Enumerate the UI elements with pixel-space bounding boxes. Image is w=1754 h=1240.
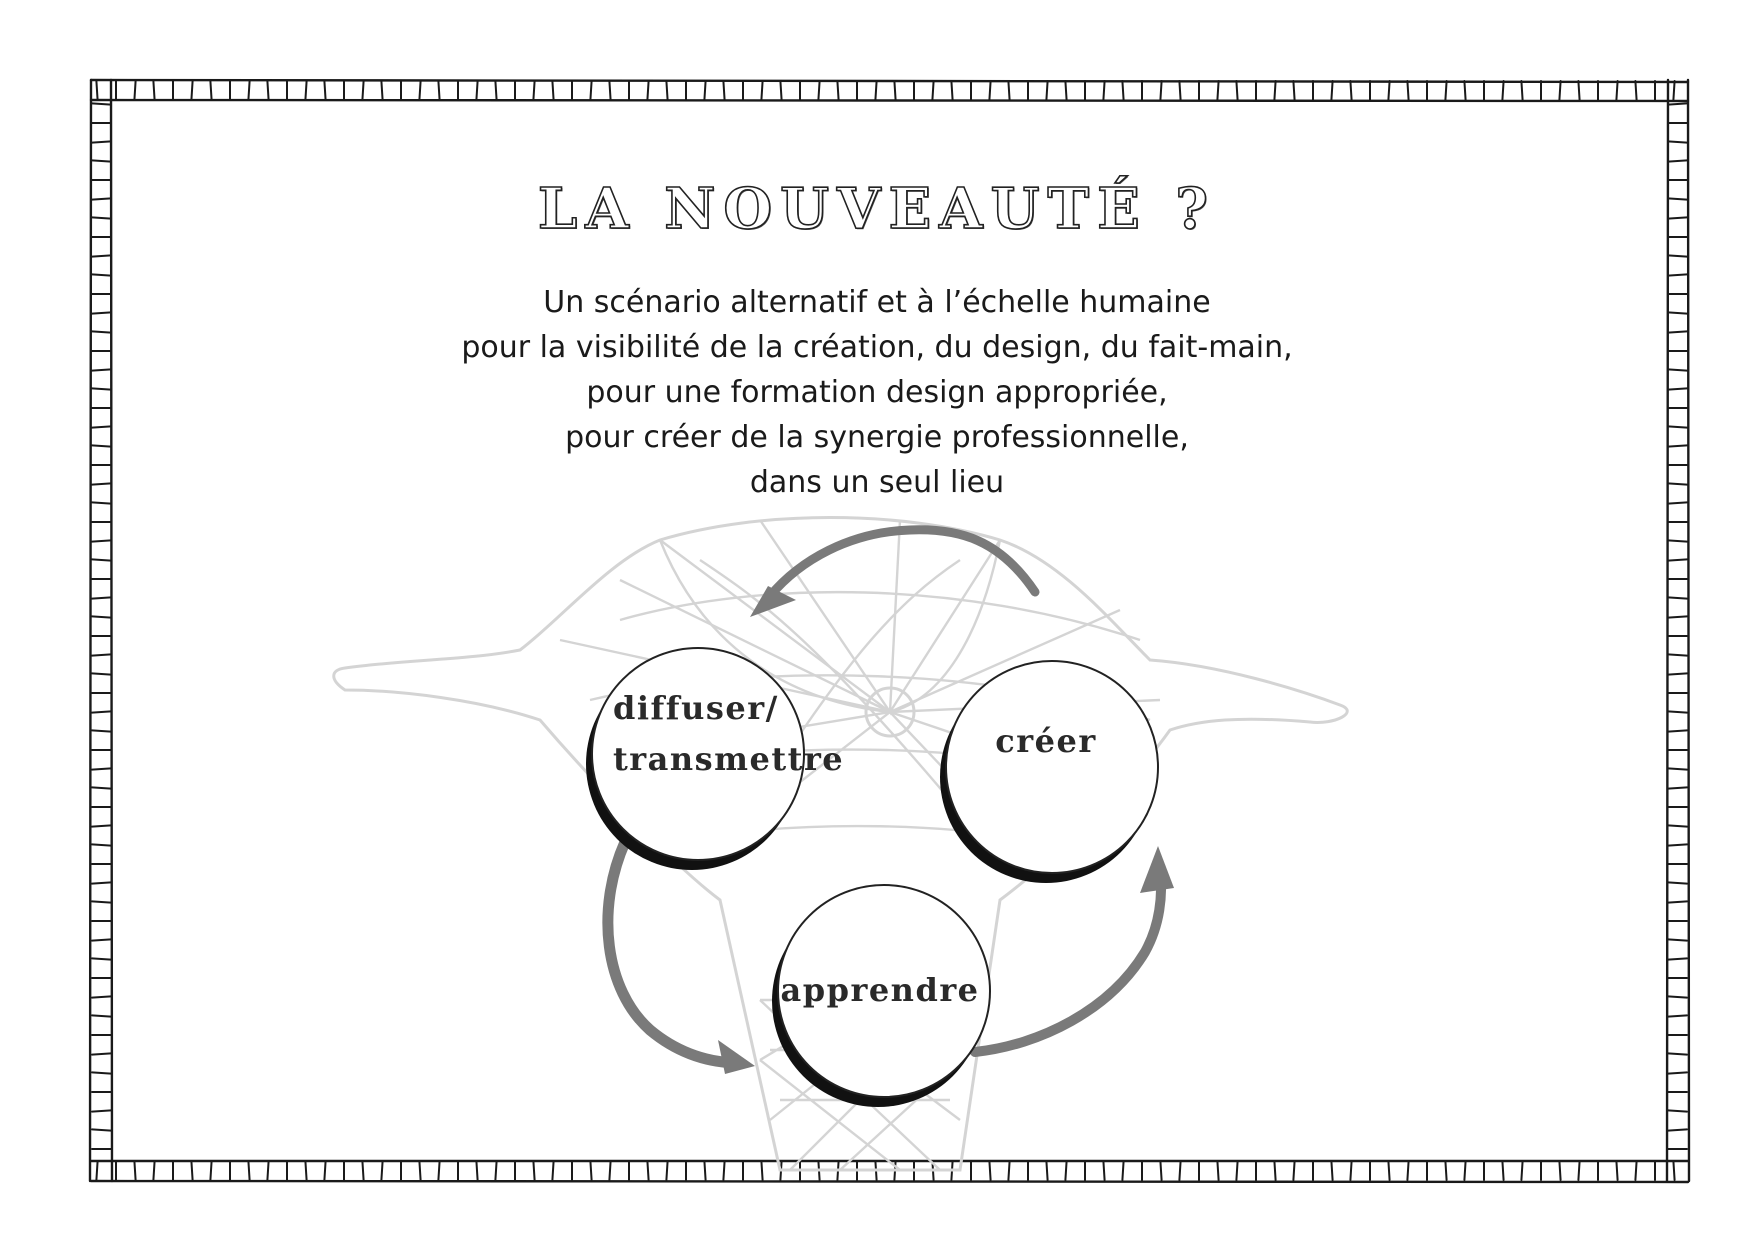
subtitle-line: Un scénario alternatif et à l’échelle humaine bbox=[543, 285, 1211, 320]
node-creer-circle bbox=[946, 661, 1158, 873]
node-apprendre bbox=[772, 885, 990, 1107]
subtitle-line: dans un seul lieu bbox=[749, 465, 1005, 500]
subtitle-line: pour la visibilité de la création, du design, du fait-main, bbox=[461, 330, 1293, 365]
node-diffuser-label-1: diffuser/ bbox=[613, 689, 779, 727]
subtitle-line: pour une formation design appropriée, bbox=[586, 375, 1168, 410]
node-apprendre-label: apprendre bbox=[780, 971, 980, 1009]
subtitle-block bbox=[0, 280, 1754, 505]
arrowhead-apprendre bbox=[718, 1040, 755, 1074]
page-title: LA NOUVEAUTÉ ? bbox=[537, 176, 1217, 242]
node-creer-label: créer bbox=[995, 722, 1097, 760]
node-diffuser bbox=[586, 648, 844, 870]
subtitle-line: pour créer de la synergie professionnelle, bbox=[565, 420, 1189, 455]
arrow-diffuser-to-apprendre bbox=[608, 842, 735, 1063]
node-diffuser-label-2: transmettre bbox=[613, 740, 845, 778]
node-creer bbox=[940, 661, 1158, 883]
arrowhead-creer bbox=[1140, 846, 1174, 893]
